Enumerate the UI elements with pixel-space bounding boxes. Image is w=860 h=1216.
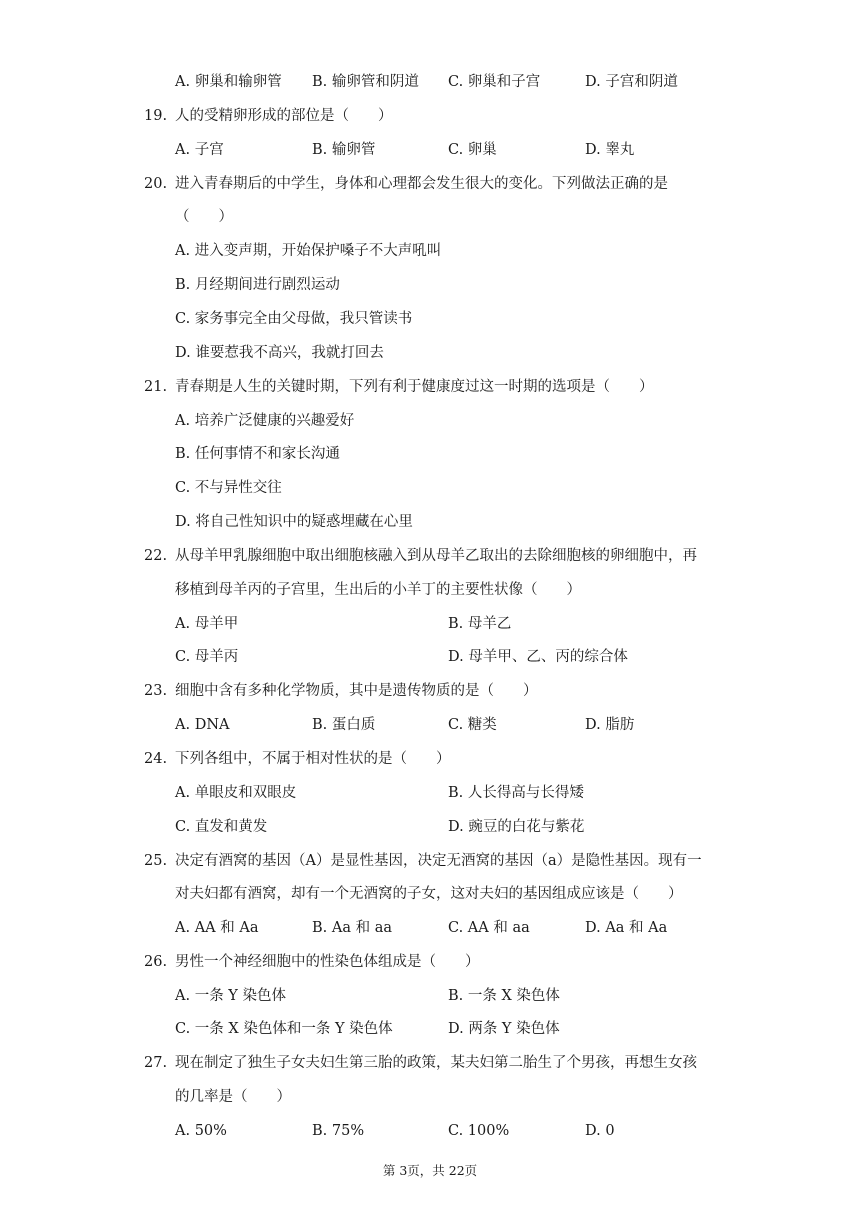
question-number: 26. [144, 954, 168, 970]
option-b: B. 75% [312, 1123, 365, 1139]
option-a: A. 卵巢和输卵管 [175, 74, 282, 90]
option-a: A. 50% [175, 1123, 227, 1139]
page-footer: 第 3页，共 22页 [382, 1163, 478, 1178]
option-c: C. 卵巢 [448, 142, 497, 158]
option-d: D. 脂肪 [585, 717, 635, 733]
question-text-line-1: 决定有酒窝的基因（A）是显性基因，决定无酒窝的基因（a）是隐性基因。现有一 [175, 853, 702, 869]
option-d: D. 子宫和阴道 [585, 74, 678, 90]
question-text: 人的受精卵形成的部位是（ ） [175, 108, 393, 124]
option-b: B. 人长得高与长得矮 [448, 785, 584, 801]
option-c: C. 一条 X 染色体和一条 Y 染色体 [175, 1021, 393, 1037]
option-a: A. 单眼皮和双眼皮 [175, 785, 297, 801]
option-d: D. Aa 和 Aa [585, 920, 668, 936]
option-a: A. DNA [175, 717, 230, 733]
option-c: C. 不与异性交往 [175, 480, 282, 496]
option-b: B. 输卵管 [312, 142, 376, 158]
option-b: B. 蛋白质 [312, 717, 376, 733]
option-a: A. AA 和 Aa [175, 920, 259, 936]
question-text: 下列各组中，不属于相对性状的是（ ） [175, 751, 451, 767]
option-b: B. 母羊乙 [448, 616, 512, 632]
option-c: C. AA 和 aa [448, 920, 530, 936]
option-a: A. 培养广泛健康的兴趣爱好 [175, 413, 355, 429]
option-b: B. Aa 和 aa [312, 920, 392, 936]
option-c: C. 糖类 [448, 717, 497, 733]
option-d: D. 两条 Y 染色体 [448, 1021, 560, 1037]
option-d: D. 将自己性知识中的疑惑埋藏在心里 [175, 514, 413, 530]
question-text-line-1: 现在制定了独生子女夫妇生第三胎的政策，某夫妇第二胎生了个男孩，再想生女孩 [175, 1055, 697, 1071]
option-a: A. 子宫 [175, 142, 224, 158]
option-c: C. 直发和黄发 [175, 819, 268, 835]
question-number: 27. [144, 1055, 168, 1071]
option-a: A. 母羊甲 [175, 616, 239, 632]
question-number: 22. [144, 548, 168, 564]
question-text: 男性一个神经细胞中的性染色体组成是（ ） [175, 954, 480, 970]
question-number: 24. [144, 751, 168, 767]
question-text-line-2: 移植到母羊丙的子宫里，生出后的小羊丁的主要性状像（ ） [175, 582, 581, 598]
question-text: 青春期是人生的关键时期，下列有利于健康度过这一时期的选项是（ ） [175, 379, 654, 395]
option-c: C. 100% [448, 1123, 510, 1139]
option-b: B. 一条 X 染色体 [448, 988, 560, 1004]
question-number: 19. [144, 108, 168, 124]
option-c: C. 母羊丙 [175, 649, 239, 665]
option-d: D. 睾丸 [585, 142, 635, 158]
question-text-line-2: （ ） [175, 209, 233, 225]
option-d: D. 0 [585, 1123, 615, 1139]
option-b: B. 月经期间进行剧烈运动 [175, 277, 340, 293]
question-number: 25. [144, 853, 168, 869]
option-d: D. 母羊甲、乙、丙的综合体 [448, 649, 628, 665]
option-b: B. 输卵管和阴道 [312, 74, 419, 90]
question-text-line-2: 的几率是（ ） [175, 1089, 291, 1105]
option-b: B. 任何事情不和家长沟通 [175, 446, 340, 462]
question-number: 23. [144, 683, 168, 699]
question-text-line-1: 从母羊甲乳腺细胞中取出细胞核融入到从母羊乙取出的去除细胞核的卵细胞中，再 [175, 548, 697, 564]
option-a: A. 一条 Y 染色体 [175, 988, 286, 1004]
question-text: 细胞中含有多种化学物质，其中是遗传物质的是（ ） [175, 683, 538, 699]
question-text-line-1: 进入青春期后的中学生，身体和心理都会发生很大的变化。下列做法正确的是 [175, 176, 668, 192]
option-d: D. 豌豆的白花与紫花 [448, 819, 585, 835]
question-text-line-2: 对夫妇都有酒窝，却有一个无酒窝的子女，这对夫妇的基因组成应该是（ ） [175, 886, 683, 902]
option-c: C. 卵巢和子宫 [448, 74, 541, 90]
option-a: A. 进入变声期，开始保护嗓子不大声吼叫 [175, 243, 442, 259]
option-d: D. 谁要惹我不高兴，我就打回去 [175, 345, 384, 361]
option-c: C. 家务事完全由父母做，我只管读书 [175, 311, 413, 327]
question-number: 20. [144, 176, 168, 192]
question-number: 21. [144, 379, 168, 395]
